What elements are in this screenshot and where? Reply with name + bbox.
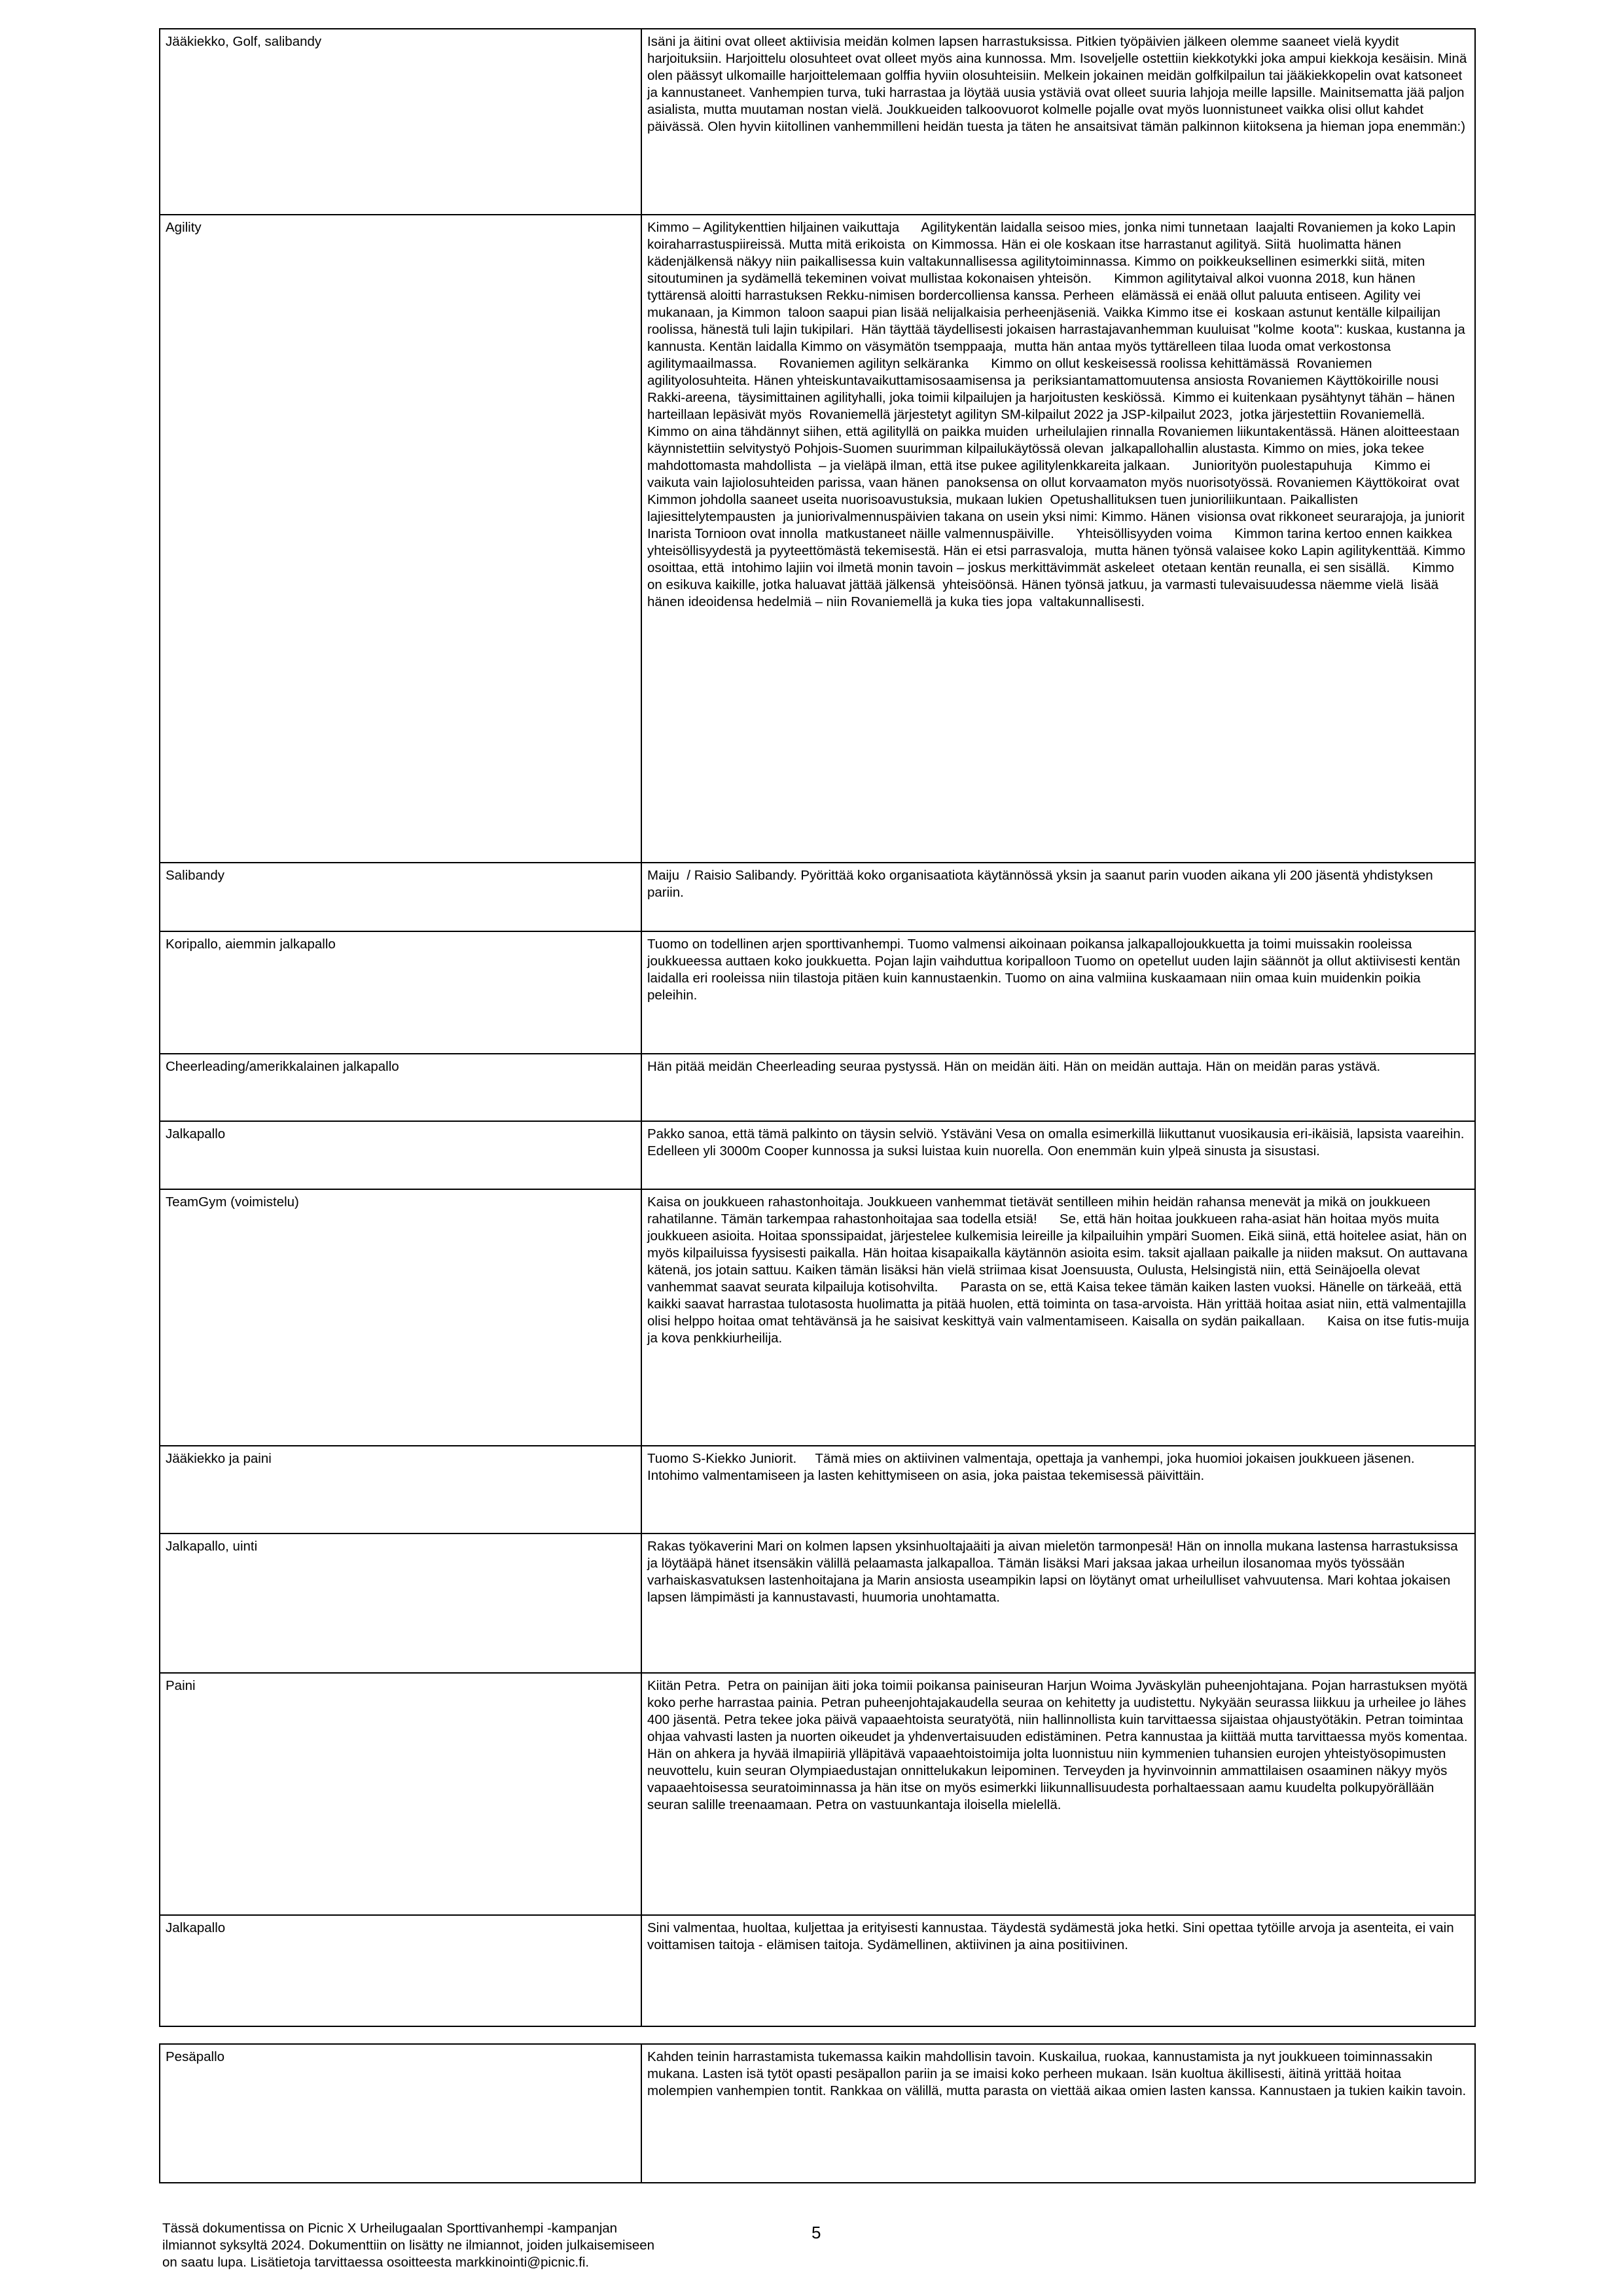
sport-cell — [160, 215, 641, 863]
table-row — [160, 29, 1475, 215]
sport-cell — [160, 1121, 641, 1189]
nominations-table — [159, 28, 1476, 2027]
nomination-text: Sini valmentaa, huoltaa, kuljettaa ja erityisesti kannustaa. Täydestä sydämestä joka hetki. Sini opettaa tytöille arvoja ja asenteita, ei vain voittamisen taitoja - elämisen taitoja. Sydämellinen, aktiivinen ja aina positiivinen. — [647, 1920, 1458, 1952]
nomination-text: Kaisa on joukkueen rahastonhoitaja. Joukkueen vanhemmat tietävät sentilleen mihin heidän rahansa menevät ja mikä on joukkueen rahatilanne. Tämän tarkempaa rahastonhoitajaa saa todella etsiä! Se, että hän hoitaa joukkueen raha-asiat hän hoitaa myös muita joukkueen asioita. Hoitaa sponssipaidat, järjestelee kulkemisia leireille ja kilpailuihin ympäri Suomen. Eikä siinä, että hoitelee asiat, hän on myös kilpailuissa fyysisesti paikalla. Hän hoitaa kisapaikalla käytännön asioita esim. taksit ajallaan paikalle ja niiden maksut. On auttavana kätenä, jos jotain sattuu. Kaiken tämän lisäksi hän vielä striimaa kisat Joensuusta, Oulusta, Helsingistä niin, että Seinäjoella olevat vanhemmat saavat seurata kilpailuja kotisohvilta. Parasta on se, että Kaisa tekee tämän kaiken lasten vuoksi. Hänelle on tärkeää, että kaikki saavat harrastaa tulotasosta huolimatta ja pitää huolen, että toiminta on tasa-arvoista. Hän yrittää hoitaa asiat niin, että valmentajilla olisi helppo hoitaa omat tehtävänsä ja he saisivat keskittyä vain valmentamiseen. Kaisalla on sydän paikallaan. Kaisa on itse futis-muija ja kova penkkiurheilija. — [647, 1194, 1473, 1346]
table-row — [160, 931, 1475, 1054]
nomination-text: Hän pitää meidän Cheerleading seuraa pystyssä. Hän on meidän äiti. Hän on meidän auttaja. Hän on meidän paras ystävä. — [647, 1059, 1381, 1074]
sport-name: Jääkiekko, Golf, salibandy — [166, 34, 322, 49]
table-row — [160, 1189, 1475, 1446]
sport-cell — [160, 931, 641, 1054]
table-row — [160, 2044, 1475, 2183]
nomination-cell — [641, 1915, 1475, 2026]
sport-name: Salibandy — [166, 868, 225, 883]
sport-cell — [160, 2044, 641, 2183]
table-row — [160, 1673, 1475, 1915]
sport-cell — [160, 1673, 641, 1915]
nomination-cell — [641, 29, 1475, 215]
sport-cell — [160, 29, 641, 215]
nomination-cell — [641, 1534, 1475, 1673]
nominations-table-continued — [159, 2043, 1476, 2183]
sport-cell — [160, 1446, 641, 1534]
footer-note: Tässä dokumentissa on Picnic X Urheilugaalan Sporttivanhempi -kampanjan ilmiannot syksyltä 2024. Dokumenttiin on lisätty ne ilmiannot, joiden julkaisemiseen on saatu lupa. Lisätietoja tarvittaessa osoitteesta markkinointi@picnic.fi. — [162, 2221, 658, 2270]
sport-cell — [160, 1915, 641, 2026]
nomination-cell — [641, 1054, 1475, 1121]
sport-name: Jääkiekko ja paini — [166, 1451, 272, 1466]
sport-cell — [160, 1534, 641, 1673]
nomination-cell — [641, 215, 1475, 863]
sport-name: Jalkapallo — [166, 1920, 226, 1935]
nominations-table-body — [160, 29, 1475, 2026]
table-row — [160, 215, 1475, 863]
table-row — [160, 1054, 1475, 1121]
nomination-text: Pakko sanoa, että tämä palkinto on täysin selviö. Ystäväni Vesa on omalla esimerkillä liikuttanut vuosikausia eri-ikäisiä, lapsista vaareihin. Edelleen yli 3000m Cooper kunnossa ja suksi luistaa kuin nuorella. Oon enemmän kuin ylpeä sinusta ja sisustasi. — [647, 1126, 1469, 1158]
table-row — [160, 1534, 1475, 1673]
nomination-text: Kimmo – Agilitykenttien hiljainen vaikuttaja Agilitykentän laidalla seisoo mies, jonka nimi tunnetaan laajalti Rovaniemen ja koko Lapin koiraharrastuspiireissä. Mutta mitä erikoista on Kimmossa. Hän ei ole koskaan itse harrastanut agilityä. Siitä huolimatta hänen kädenjälkensä näkyy niin paikallisessa kuin valtakunnallisessa agilitytoiminnassa. Kimmo on poikkeuksellinen esimerkki siitä, miten sitoutuminen ja sydämellä tekeminen voivat mullistaa kokonaisen yhteisön. Kimmon agilitytaival alkoi vuonna 2018, kun hänen tyttärensä aloitti harrastuksen Rekku-nimisen bordercolliensa kanssa. Perheen elämässä ei enää ollut paluuta entiseen. Agility vei mukanaan, ja Kimmon taloon saapui pian lisää nelijalkaisia perheenjäseniä. Vaikka Kimmo itse ei koskaan astunut kentälle kilpailijan roolissa, hänestä tuli lajin tukipilari. Hän täyttää täydellisesti jokaisen harrastajavanhemman kuuluisat "kolme koota": kuskaa, kustanna ja kannusta. Kentän laidalla Kimmo on väsymätön tsemppaaja, mutta hän antaa myös tyttärelleen tilaa luoda omat verkostonsa agilitymaailmassa. Rovaniemen agilityn selkäranka Kimmo on ollut keskeisessä roolissa kehittämässä Rovaniemen agilityolosuhteita. Hänen yhteiskuntavaikuttamisosaamisensa ja periksiantamattomuutensa ansiosta Rovaniemen Käyttökoirille nousi Rakki-areena, täysimittainen agilityhalli, joka toimii kilpailujen ja harjoitusten keskiössä. Kimmo ei kuitenkaan pysähtynyt tähän – hänen harteillaan lepäsivät myös Rovaniemellä järjestetyt agilityn SM-kilpailut 2022 ja JSP-kilpailut 2023, jotka järjestettiin Rovaniemellä. Kimmo on aina tähdännyt siihen, että agilityllä on paikka muiden urheilulajien rinnalla Rovaniemen liikuntakentässä. Hänen aloitteestaan käynnistettiin selvitystyö Pohjois-Suomen suurimman kilpailukäytössä olevan jalkapallohallin alustasta. Kimmo on mies, joka tekee mahdottomasta mahdollista – ja vieläpä ilman, että itse pukee agilitylenkkareita jalkaan. Juniorityön puolestapuhuja Kimmo ei vaikuta vain lajiolosuhteiden parissa, vaan hänen panoksensa on ollut korvaamaton myös nuorisotyössä. Rovaniemen Käyttökoirat ovat Kimmon johdolla saaneet useita nuorisoavustuksia, mukaan lukien Opetushallituksen tuen junioriliikuntaan. Paikallisten lajiesittelytempausten ja juniorivalmennuspäivien takana on usein yksi nimi: Kimmo. Hänen visionsa ovat rikkoneet seurarajoja, ja juniorit Inarista Tornioon ovat innolla matkustaneet näille valmennuspäiville. Yhteisöllisyyden voima Kimmon tarina kertoo ennen kaikkea yhteisöllisyydestä ja pyyteettömästä tekemisestä. Hän ei etsi parrasvaloja, mutta hänen työnsä valaisee koko Lapin agilitykenttää. Kimmo osoittaa, että intohimo lajiin voi ilmetä monin tavoin – joskus merkittävimmät askeleet otetaan kentän reunalla, ei sen sisällä. Kimmo on esikuva kaikille, jotka haluavat jättää jälkensä yhteisöönsä. Hänen työnsä jatkuu, ja varmasti tulevaisuudessa näemme vielä lisää hänen ideoidensa hedelmiä – niin Rovaniemellä ja kuka ties jopa valtakunnallisesti. — [647, 220, 1469, 609]
nomination-cell — [641, 1446, 1475, 1534]
sport-name: Cheerleading/amerikkalainen jalkapallo — [166, 1059, 399, 1074]
nomination-cell — [641, 2044, 1475, 2183]
sport-name: Jalkapallo — [166, 1126, 226, 1141]
sport-cell — [160, 1054, 641, 1121]
nomination-text: Rakas työkaverini Mari on kolmen lapsen yksinhuoltajaäiti ja aivan mieletön tarmonpesä! Hän on innolla mukana lastensa harrastuksissa ja löytääpä hänet itsensäkin välillä pelaamasta jalkapalloa. Tämän lisäksi Mari jaksaa jakaa urheilun ilosanomaa myös työssään varhaiskasvatuksen lastenhoitajana ja Marin ansiosta useampikin lapsi on löytänyt omat urheilulliset vahvuutensa. Mari kohtaa jokaisen lapsen lämpimästi ja kannustavasti, huumoria unohtamatta. — [647, 1539, 1462, 1605]
sport-name: Jalkapallo, uinti — [166, 1539, 258, 1554]
nomination-text: Maiju / Raisio Salibandy. Pyörittää koko organisaatiota käytännössä yksin ja saanut parin vuoden aikana yli 200 jäsentä yhdistyksen pariin. — [647, 868, 1437, 900]
sport-cell — [160, 863, 641, 931]
nomination-text: Tuomo S-Kiekko Juniorit. Tämä mies on aktiivinen valmentaja, opettaja ja vanhempi, joka huomioi jokaisen joukkueen jäsenen. Intohimo valmentamiseen ja lasten kehittymiseen on asia, joka paistaa tekemisessä päivittäin. — [647, 1451, 1419, 1483]
nomination-cell — [641, 931, 1475, 1054]
nomination-text: Tuomo on todellinen arjen sporttivanhempi. Tuomo valmensi aikoinaan poikansa jalkapallojoukkuetta ja toimi muissakin rooleissa joukkueessa auttaen koko joukkuetta. Pojan lajin vaihduttua koripalloon Tuomo on opetellut uuden lajin säännöt ja ollut aktiivisesti kentän laidalla eri rooleissa niin tilastoja pitäen kuin kannustaenkin. Tuomo on aina valmiina kuskaamaan niin omaa kuin muidenkin poikia peleihin. — [647, 937, 1464, 1003]
sport-name: TeamGym (voimistelu) — [166, 1194, 299, 1210]
nominations-table-continued-body — [160, 2044, 1475, 2183]
table-row — [160, 1915, 1475, 2026]
nomination-cell — [641, 863, 1475, 931]
nomination-cell — [641, 1189, 1475, 1446]
sport-name: Pesäpallo — [166, 2049, 225, 2064]
nomination-cell — [641, 1121, 1475, 1189]
sport-name: Paini — [166, 1678, 196, 1693]
table-row — [160, 1446, 1475, 1534]
page-number: 5 — [812, 2223, 821, 2242]
nomination-cell — [641, 1673, 1475, 1915]
sport-name: Koripallo, aiemmin jalkapallo — [166, 937, 336, 952]
nomination-text: Kiitän Petra. Petra on painijan äiti joka toimii poikansa painiseuran Harjun Woima Jyväskylän puheenjohtajana. Pojan harrastuksen myötä koko perhe harrastaa painia. Petran puheenjohtajakaudella seuraa on kehitetty ja uudistettu. Nykyään seurassa liikkuu ja urheilee jo lähes 400 jäsentä. Petra tekee joka päivä vapaaehtoista seuratyötä, niin hallinnollista kuin tarvittaessa sijaistaa ohjaustyötäkin. Petran toimintaa ohjaa vahvasti lasten ja nuorten oikeudet ja yhdenvertaisuuden edistäminen. Petra kannustaa ja kiittää mutta tarvittaessa myös komentaa. Hän on ahkera ja hyvää ilmapiiriä ylläpitävä vapaaehtoistoimija jolta luonnistuu niin kymmenien tuhansien eurojen yhteistyösopimusten neuvottelu, kuin seuran Olympiaedustajan onnittelukakun leipominen. Terveyden ja hyvinvoinnin ammattilaisen osaaminen näkyy myös vapaaehtoisessa seuratoiminnassa ja hän itse on myös esimerkki liikunnallisuudesta porhaltaessaan aamu kuudelta polkupyörällään seuran salille treenaamaan. Petra on vastuunkantaja iloisella mielellä. — [647, 1678, 1472, 1812]
nomination-text: Isäni ja äitini ovat olleet aktiivisia meidän kolmen lapsen harrastuksissa. Pitkien työpäivien jälkeen olemme saaneet vielä kyydit harjoituksiin. Harjoittelu olosuhteet ovat olleet myös aina kunnossa. Mm. Isoveljelle ostettiin kiekkotykki joka ampui kiekkoja kesäisin. Minä olen päässyt ulkomaille harjoittelemaan golffia hyviin olosuhteisiin. Melkein jokainen meidän golfkilpailun tai jääkiekkopelin ovat katsoneet ja kannustaneet. Vanhempien turva, tuki harrastaa ja löytää uusia ystäviä ovat olleet suuria lahjoja meille lapsille. Mainitsematta jää paljon asialista, mutta muutaman nostan vielä. Joukkueiden talkoovuorot kolmelle pojalle ovat myös luonnistuneet vaikka olisi ollut kahdet päivässä. Olen hyvin kiitollinen vanhemmilleni heidän tuesta ja täten he ansaitsivat tämän palkinnon kiitoksena ja hieman jopa enemmän:) — [647, 34, 1471, 134]
sport-name: Agility — [166, 220, 202, 235]
table-row — [160, 863, 1475, 931]
nomination-text: Kahden teinin harrastamista tukemassa kaikin mahdollisin tavoin. Kuskailua, ruokaa, kannustamista ja nyt joukkueen toiminnassakin mukana. Lasten isä tytöt opasti pesäpallon pariin ja se imaisi koko perheen mukaan. Isän kuoltua äkillisesti, äitinä yrittää hoitaa molempien vanhempien tontit. Rankkaa on välillä, mutta parasta on viettää aikaa omien lasten kanssa. Kannustaen ja tukien kaikin tavoin. — [647, 2049, 1467, 2098]
sport-cell — [160, 1189, 641, 1446]
table-row — [160, 1121, 1475, 1189]
